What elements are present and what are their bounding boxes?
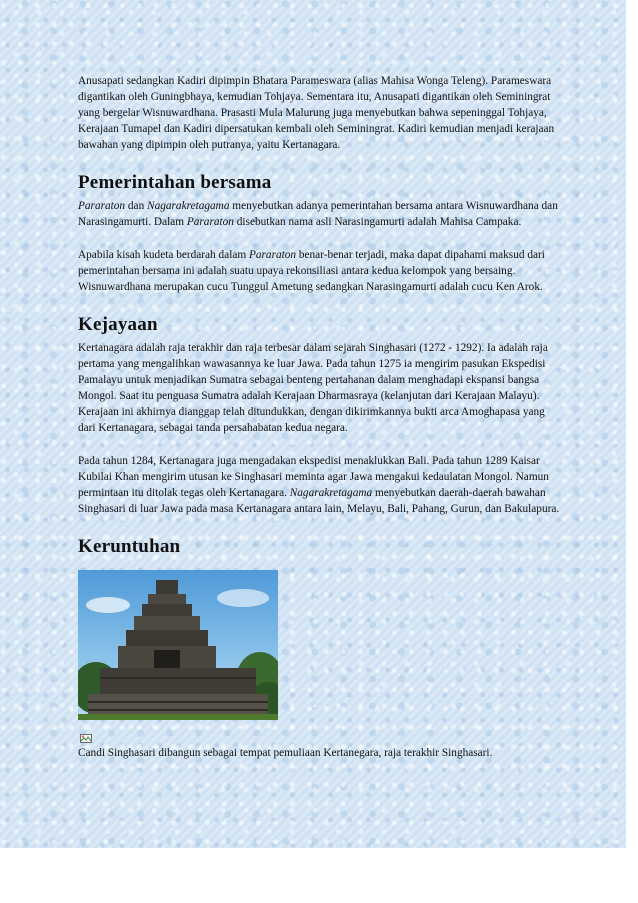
heading-pemerintahan-bersama: Pemerintahan bersama	[78, 172, 272, 193]
broken-image-icon	[80, 734, 92, 743]
pemerintahan-paragraph-2: Apabila kisah kudeta berdarah dalam Pararaton benar-benar terjadi, maka dapat dipahami maksud dari pemerintahan bersama ini adalah suatu upaya rekonsiliasi antara kedua kelompok yang bersaing. Wisnuwardhana merupakan cucu Tunggul Ametung sedangkan Narasingamurti adalah cucu Ken Arok.	[78, 249, 545, 293]
intro-paragraph: Anusapati sedangkan Kadiri dipimpin Bhatara Parameswara (alias Mahisa Wonga Teleng). Parameswara digantikan oleh Guningbhaya, kemudian Tohjaya. Sementara itu, Anusapati digantikan oleh Seminingrat yang bergelar Wisnuwardhana. Prasasti Mula Malurung juga menyebutkan bahwa sepeninggal Tohjaya, Kerajaan Tumapel dan Kadiri dipersatukan kembali oleh Seminingrat. Kadiri kemudian menjadi kerajaan bawahan yang dipimpin oleh putranya, yaitu Kertanagara.	[78, 75, 555, 151]
document-body	[78, 73, 564, 761]
heading-kejayaan: Kejayaan	[78, 314, 158, 335]
heading-keruntuhan: Keruntuhan	[78, 536, 181, 557]
image-caption: Candi Singhasari dibangun sebagai tempat pemuliaan Kertanegara, raja terakhir Singhasari.	[78, 747, 493, 759]
candi-singhasari-illustration	[78, 570, 278, 720]
kejayaan-paragraph-2: Pada tahun 1284, Kertanagara juga mengadakan ekspedisi menaklukkan Bali. Pada tahun 1289 Kaisar Kubilai Khan mengirim utusan ke Singhasari meminta agar Jawa mengakui kedaulatan Mongol. Namun permintaan itu ditolak tegas oleh Kertanagara. Nagarakretagama menyebutkan daerah-daerah bawahan Singhasari di luar Jawa pada masa Kertanagara antara lain, Melayu, Bali, Pahang, Gurun, dan Bakulapura.	[78, 455, 560, 515]
temple-photo	[78, 570, 278, 720]
pemerintahan-paragraph-1: Pararaton dan Nagarakretagama menyebutkan adanya pemerintahan bersama antara Wisnuwardhana dan Narasingamurti. Dalam Pararaton disebutkan nama asli Narasingamurti adalah Mahisa Campaka.	[78, 200, 558, 228]
kejayaan-paragraph-1: Kertanagara adalah raja terakhir dan raja terbesar dalam sejarah Singhasari (1272 - 1292). Ia adalah raja pertama yang mengalihkan wawasannya ke luar Jawa. Pada tahun 1275 ia mengirim pasukan Ekspedisi Pamalayu untuk menjadikan Sumatra sebagai benteng pertahanan dalam menghadapi ekspansi bangsa Mongol. Saat itu penguasa Sumatra adalah Kerajaan Dharmasraya (kelanjutan dari Kerajaan Malayu). Kerajaan ini akhirnya dianggap telah ditundukkan, dengan dikirimkannya bukti arca Amoghapasa yang dari Kertanagara, sebagai tanda persahabatan kedua negara.	[78, 342, 548, 434]
